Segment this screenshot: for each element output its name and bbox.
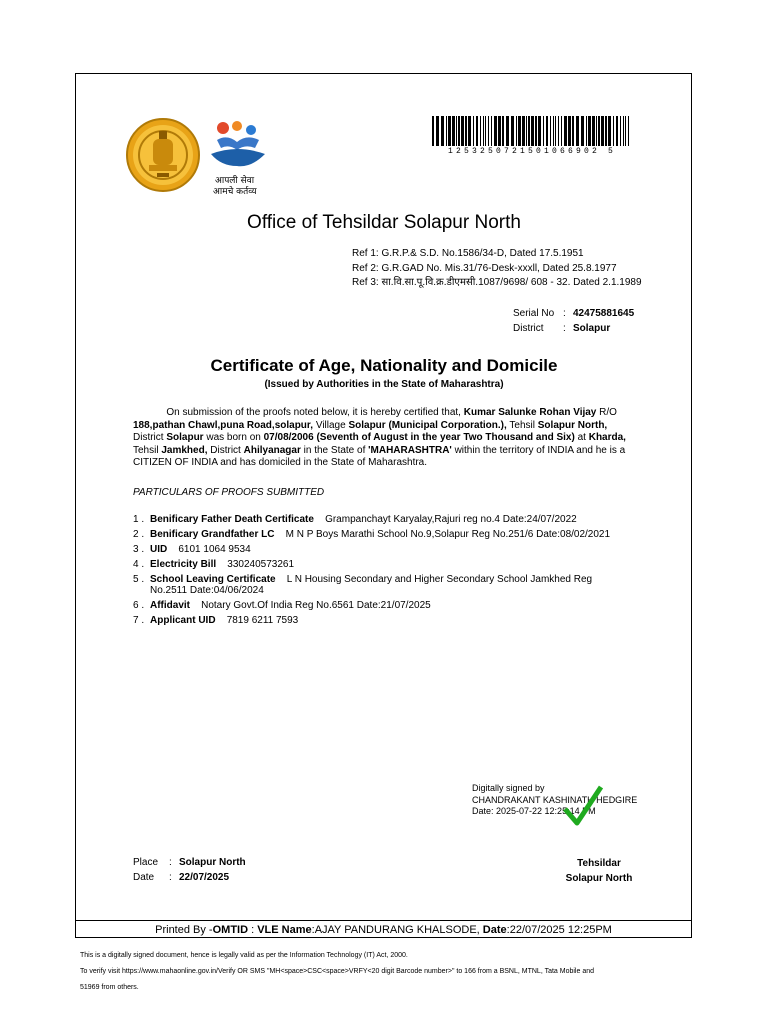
proof-item: 3 . UID 6101 1064 9534 (133, 544, 251, 555)
proof-item: 7 . Applicant UID 7819 6211 7593 (133, 615, 299, 627)
aaple-sarkar-logo (207, 118, 269, 198)
place-value: Solapur North (179, 857, 246, 868)
digital-signature: Digitally signed by CHANDRAKANT KASHINATH HEDGIRE Date: 2025-07-22 12:25:14 PM (472, 783, 638, 816)
particulars-heading: PARTICULARS OF PROOFS SUBMITTED (133, 487, 325, 498)
certificate-subtitle: (Issued by Authorities in the State of Maharashtra) (264, 379, 504, 390)
district-row: District : Solapur (513, 322, 634, 337)
office-title: Office of Tehsildar Solapur North (247, 212, 521, 233)
proof-item: 6 . Affidavit Notary Govt.Of India Reg No.6561 Date:21/07/2025 (133, 600, 431, 612)
verified-check-icon (561, 783, 605, 829)
applicant-name: Kumar Salunke Rohan Vijay (463, 407, 597, 418)
district: Solapur (166, 432, 204, 444)
date-row: Date : 22/07/2025 (133, 871, 230, 883)
place-date-block (133, 856, 246, 885)
ref-3: Ref 3: सा.वि.सा.पू.वि.क्र.डीएमसी.1087/9698/ 608 - 32. Dated 2.1.1989 (352, 277, 642, 288)
proof-item: 4 . Electricity Bill 330240573261 (133, 559, 295, 570)
proof-item: 2 . Benificary Grandfather LC M N P Boys Marathi School No.9,Solapur Reg No.251/6 Date:08/02/2021 (133, 529, 611, 540)
barcode (432, 116, 632, 146)
printed-by-bar: Printed By -OMTID : VLE Name:AJAY PANDURANG KHALSODE, Date:22/07/2025 12:25PM (75, 920, 692, 938)
aaple-sarkar-icon (207, 118, 269, 172)
birth-place: Kharda, (588, 432, 626, 444)
serial-row: Serial No : 42475881645 (513, 307, 634, 322)
certificate-body: On submission of the proofs noted below, it is hereby certified that, Kumar Salunke Rohan Vijay R/O 188,pathan Chawl,puna Road,solapur, Village Solapur (Municipal Corporation.), Tehsil Solapur North, District Solapur was born on 07/08/2006 (Seventh of August in the year Two Thousand and Six) at Kharda, Tehsil Jamkhed, District Ahilyanagar in the State of 'MAHARASHTRA' within the territory of INDIA and he is a CITIZEN OF INDIA and has domiciled in the State of Maharashtra. (133, 407, 626, 469)
date-value: 22/07/2025 (179, 871, 230, 883)
proof-item: 1 . Benificary Father Death Certificate Grampanchayt Karyalay,Rajuri reg no.4 Date:24/07/2022 (133, 514, 577, 525)
serial-district-block (513, 307, 634, 336)
village: Solapur (Municipal Corporation.), (348, 419, 507, 431)
proofs-list (133, 514, 623, 630)
date-of-birth: 07/08/2006 (Seventh of August in the year Two Thousand and Six) (263, 432, 575, 444)
verify-note: To verify visit https://www.mahaonline.gov.in/Verify OR SMS "MH<space>CSC<space>VRFY<20 digit Barcode number>" to 166 from a BSNL, MTNL, Tata Mobile and (80, 968, 595, 975)
district-value: Solapur (573, 322, 611, 334)
footnotes (80, 948, 594, 996)
applicant-address: 188,pathan Chawl,puna Road,solapur, (133, 419, 314, 431)
tehsil: Solapur North, (537, 419, 608, 431)
district-label: District (513, 322, 544, 334)
serial-number: 42475881645 (573, 308, 635, 319)
barcode-number: 1253250721501066902 5 (447, 147, 617, 156)
birth-district: Ahilyanagar (243, 444, 301, 456)
certificate-title: Certificate of Age, Nationality and Domicile (210, 356, 558, 375)
proof-item: 5 . School Leaving Certificate L N Housing Secondary and Higher Secondary School Jamkhed Reg No.2511 Date:04/06/2024 (133, 574, 593, 597)
serial-label: Serial No (513, 308, 555, 319)
signer-name: CHANDRAKANT KASHINATH HEDGIRE (472, 794, 638, 805)
tagline-line1: आपली सेवा (215, 176, 255, 186)
verify-note-cont: 51969 from others. (80, 984, 139, 991)
signature-date: Date: 2025-07-22 12:25:14 PM (472, 806, 596, 816)
legal-note: This is a digitally signed document, hence is legally valid as per the Information Technology (IT) Act, 2000. (80, 952, 408, 959)
ref-1: Ref 1: G.R.P.& S.D. No.1586/34-D, Dated 17.5.1951 (352, 248, 584, 259)
ref-2: Ref 2: G.R.GAD No. Mis.31/76-Desk-xxxll, Dated 25.8.1977 (352, 262, 617, 274)
reference-list (352, 247, 642, 291)
place-row: Place : Solapur North (133, 857, 246, 868)
maharashtra-seal-icon (123, 113, 203, 197)
tehsildar-designation: Tehsildar Solapur North (565, 858, 633, 884)
tagline-line2: आमचे कर्तव्य (213, 187, 257, 197)
state: 'MAHARASHTRA' (368, 444, 452, 456)
birth-tehsil: Jamkhed, (161, 444, 208, 456)
